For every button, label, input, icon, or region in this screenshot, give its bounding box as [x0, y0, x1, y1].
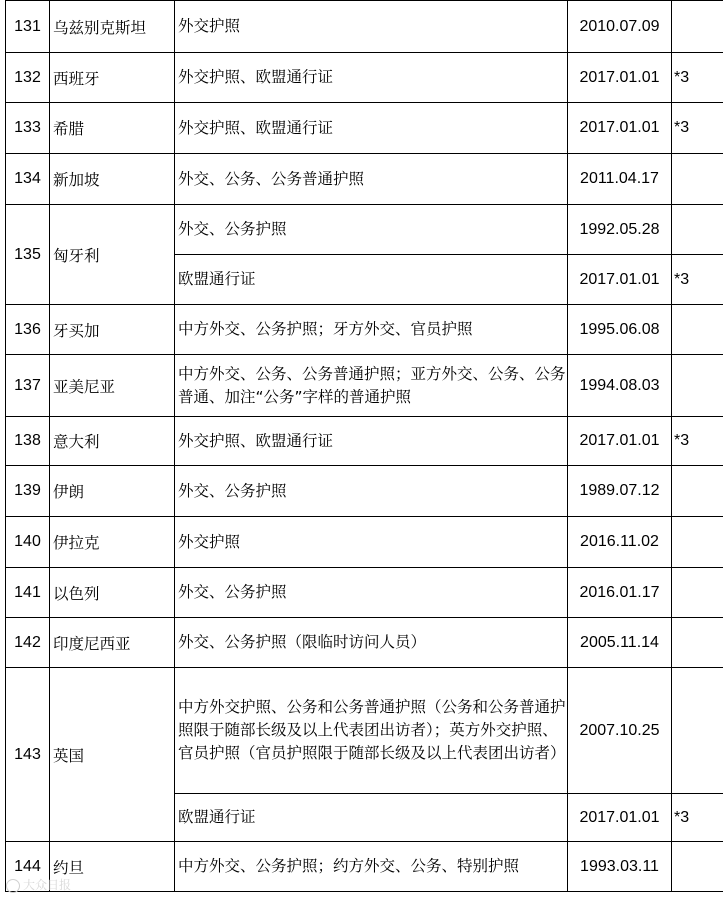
country-name: 以色列	[50, 568, 175, 618]
table-row	[6, 417, 723, 466]
table-row	[6, 355, 723, 417]
country-name: 希腊	[50, 103, 175, 154]
passport-type: 外交、公务护照	[175, 568, 568, 618]
note	[672, 154, 723, 205]
passport-type: 外交、公务护照（限临时访问人员）	[175, 618, 568, 668]
country-name: 新加坡	[50, 154, 175, 205]
country-name: 亚美尼亚	[50, 355, 175, 417]
row-number: 139	[6, 466, 50, 517]
table-row	[6, 154, 723, 205]
table-row	[6, 517, 723, 568]
table-row	[6, 103, 723, 154]
row-number: 133	[6, 103, 50, 154]
effective-date: 2017.01.01	[568, 417, 672, 466]
watermark	[6, 876, 71, 893]
row-number: 144	[6, 842, 50, 892]
passport-type: 欧盟通行证	[175, 255, 568, 305]
effective-date: 2005.11.14	[568, 618, 672, 668]
effective-date: 1993.03.11	[568, 842, 672, 892]
row-number: 142	[6, 618, 50, 668]
row-number: 140	[6, 517, 50, 568]
passport-type: 中方外交护照、公务和公务普通护照（公务和公务普通护照限于随部长级及以上代表团出访者）；英方外交护照、官员护照（官员护照限于随部长级及以上代表团出访者）	[175, 668, 568, 794]
passport-type: 中方外交、公务、公务普通护照；亚方外交、公务、公务普通、加注“公务”字样的普通护照	[175, 355, 568, 417]
passport-type: 外交、公务护照	[175, 205, 568, 255]
note	[672, 305, 723, 355]
note: *3	[672, 417, 723, 466]
note: *3	[672, 53, 723, 103]
note: *3	[672, 255, 723, 305]
passport-type: 中方外交、公务护照；牙方外交、官员护照	[175, 305, 568, 355]
row-number: 131	[6, 1, 50, 53]
passport-type: 外交护照	[175, 517, 568, 568]
effective-date: 1994.08.03	[568, 355, 672, 417]
note	[672, 205, 723, 255]
passport-type: 中方外交、公务护照；约方外交、公务、特别护照	[175, 842, 568, 892]
note: *3	[672, 103, 723, 154]
passport-type: 外交护照、欧盟通行证	[175, 103, 568, 154]
note	[672, 466, 723, 517]
row-number: 143	[6, 668, 50, 842]
table-row	[6, 568, 723, 618]
effective-date: 2010.07.09	[568, 1, 672, 53]
country-name: 印度尼西亚	[50, 618, 175, 668]
note	[672, 668, 723, 794]
row-number: 136	[6, 305, 50, 355]
row-number: 141	[6, 568, 50, 618]
effective-date: 2017.01.01	[568, 255, 672, 305]
row-number: 135	[6, 205, 50, 305]
row-number: 134	[6, 154, 50, 205]
row-number: 132	[6, 53, 50, 103]
effective-date: 2011.04.17	[568, 154, 672, 205]
effective-date: 2016.11.02	[568, 517, 672, 568]
passport-type: 外交护照	[175, 1, 568, 53]
note	[672, 517, 723, 568]
passport-type: 外交、公务、公务普通护照	[175, 154, 568, 205]
effective-date: 2017.01.01	[568, 794, 672, 842]
passport-type: 外交护照、欧盟通行证	[175, 417, 568, 466]
effective-date: 2007.10.25	[568, 668, 672, 794]
note: *3	[672, 794, 723, 842]
table-row	[6, 1, 723, 53]
country-name: 乌兹别克斯坦	[50, 1, 175, 53]
effective-date: 1992.05.28	[568, 205, 672, 255]
note	[672, 618, 723, 668]
effective-date: 2017.01.01	[568, 53, 672, 103]
country-name: 牙买加	[50, 305, 175, 355]
note	[672, 355, 723, 417]
effective-date: 1995.06.08	[568, 305, 672, 355]
country-name: 匈牙利	[50, 205, 175, 305]
country-name: 意大利	[50, 417, 175, 466]
watermark-text: 大众日报	[23, 878, 72, 892]
table-row	[6, 305, 723, 355]
country-name: 伊朗	[50, 466, 175, 517]
row-number: 138	[6, 417, 50, 466]
table-row	[6, 466, 723, 517]
table-row	[6, 53, 723, 103]
effective-date: 1989.07.12	[568, 466, 672, 517]
row-number: 137	[6, 355, 50, 417]
effective-date: 2017.01.01	[568, 103, 672, 154]
note	[672, 1, 723, 53]
country-name: 西班牙	[50, 53, 175, 103]
visa-agreement-table	[5, 0, 723, 892]
newspaper-logo-icon	[6, 879, 20, 893]
note	[672, 842, 723, 892]
table-row	[6, 842, 723, 892]
passport-type: 欧盟通行证	[175, 794, 568, 842]
table-row	[6, 205, 723, 255]
effective-date: 2016.01.17	[568, 568, 672, 618]
table-row	[6, 668, 723, 794]
country-name: 伊拉克	[50, 517, 175, 568]
country-name: 英国	[50, 668, 175, 842]
passport-type: 外交、公务护照	[175, 466, 568, 517]
passport-type: 外交护照、欧盟通行证	[175, 53, 568, 103]
note	[672, 568, 723, 618]
table-row	[6, 618, 723, 668]
country-name: 约旦	[50, 842, 175, 892]
